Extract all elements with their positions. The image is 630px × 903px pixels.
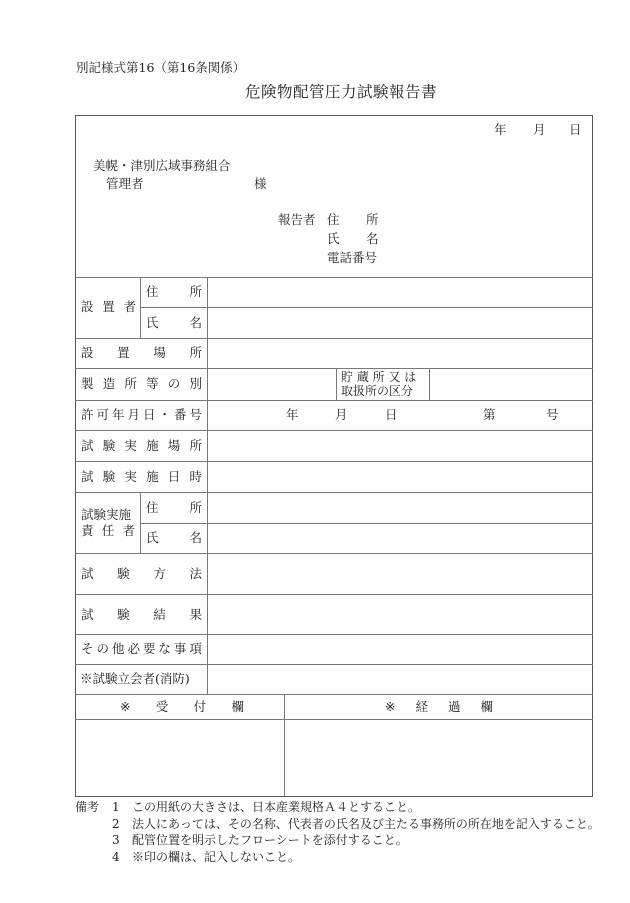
test-result-field[interactable] <box>210 596 590 632</box>
char: 所 <box>124 376 137 391</box>
divider <box>75 338 593 339</box>
notes <box>75 799 600 865</box>
char: 所 <box>189 438 202 453</box>
divider <box>75 694 593 695</box>
char: 施 <box>146 469 159 484</box>
other-matters-label <box>81 643 202 656</box>
reporter-name-b: 名 <box>366 231 379 246</box>
note-text: ※印の欄は、記入しないこと。 <box>132 849 301 864</box>
divider <box>75 277 593 278</box>
char: 験 <box>102 469 116 484</box>
supervisor-address-field[interactable] <box>210 494 590 521</box>
test-method-label <box>81 568 202 581</box>
char: 過 <box>447 699 461 714</box>
char: ・ <box>158 407 171 422</box>
divider <box>75 719 593 720</box>
divider <box>75 400 593 401</box>
char: 経 <box>415 699 428 714</box>
date-day: 日 <box>569 122 582 137</box>
page-title: 危険物配管圧力試験報告書 <box>245 83 438 101</box>
char: 項 <box>189 641 202 656</box>
char: 番 <box>173 407 187 422</box>
char: 他 <box>111 641 125 656</box>
char: 時 <box>189 469 202 484</box>
char: 住 <box>146 500 159 515</box>
install-location-label <box>81 347 202 360</box>
char: 結 <box>153 607 166 622</box>
date-year: 年 <box>494 122 507 137</box>
permit-day: 日 <box>385 407 398 422</box>
char: 欄 <box>231 699 244 714</box>
divider <box>75 492 593 493</box>
note-text: 配管位置を明示したフローシートを添付すること。 <box>132 833 408 847</box>
char: 受 <box>155 699 169 714</box>
char: 験 <box>102 438 116 453</box>
char: 置 <box>117 345 130 360</box>
char: 設 <box>81 345 94 360</box>
test-result-label <box>81 609 202 622</box>
installer-name-field[interactable] <box>210 309 590 336</box>
permit-no-suffix: 号 <box>546 407 559 422</box>
supervisor-label-1: 試験実施 <box>81 507 132 522</box>
divider <box>75 368 593 369</box>
divider <box>75 461 593 462</box>
test-location-label <box>81 440 202 453</box>
note-number: 4 <box>112 849 120 864</box>
char: ※ <box>120 699 131 714</box>
char: 置 <box>102 299 115 314</box>
char: 任 <box>101 523 115 538</box>
char: 造 <box>102 376 116 391</box>
char: の <box>96 641 109 656</box>
permit-month: 月 <box>335 407 348 422</box>
char: 場 <box>153 345 166 360</box>
char: 必 <box>127 641 140 656</box>
permit-year: 年 <box>286 407 299 422</box>
char: 果 <box>189 607 202 622</box>
char: 製 <box>81 376 94 391</box>
char: な <box>158 641 171 656</box>
char: 設 <box>81 299 94 314</box>
test-method-field[interactable] <box>210 555 590 592</box>
char: 付 <box>193 699 207 714</box>
char: 氏 <box>146 530 159 545</box>
note-item <box>75 849 600 866</box>
installer-label <box>81 301 136 314</box>
char: 所 <box>189 345 202 360</box>
note-item <box>75 799 600 816</box>
reception-field[interactable] <box>77 721 282 795</box>
progress-field[interactable] <box>287 721 590 795</box>
char: 責 <box>81 523 94 538</box>
witness-label: ※試験立会者(消防) <box>80 671 190 686</box>
char: 実 <box>124 438 137 453</box>
char: 要 <box>142 641 156 656</box>
note-text: 法人にあっては、その名称、代表者の氏名及び主たる事務所の所在地を記入すること。 <box>132 816 600 831</box>
divider <box>140 277 141 338</box>
char: 名 <box>189 530 202 545</box>
char: 所 <box>189 500 202 515</box>
char: 方 <box>153 566 166 581</box>
permit-label <box>81 409 202 422</box>
char: 可 <box>96 407 109 422</box>
other-matters-field[interactable] <box>210 636 590 662</box>
reporter-label: 報告者 <box>278 212 316 227</box>
note-item <box>75 832 600 849</box>
char: 試 <box>81 566 94 581</box>
divider <box>336 368 337 400</box>
char: 名 <box>189 315 202 330</box>
char: 実 <box>124 469 137 484</box>
divider <box>75 430 593 431</box>
note-number: 2 <box>112 816 120 831</box>
storage-class-field[interactable] <box>432 370 590 398</box>
supervisor-label-2 <box>81 525 135 538</box>
char: 日 <box>142 407 156 422</box>
char: 者 <box>122 523 135 538</box>
date-month: 月 <box>533 122 546 137</box>
divider <box>75 664 593 665</box>
divider <box>207 277 208 694</box>
char: 試 <box>81 469 94 484</box>
witness-field[interactable] <box>210 666 590 692</box>
char: ※ <box>385 699 396 714</box>
divider <box>140 492 141 553</box>
test-location-field[interactable] <box>210 432 590 459</box>
installer-address-field[interactable] <box>210 279 590 305</box>
note-number: 1 <box>112 800 120 814</box>
test-datetime-label <box>81 471 202 484</box>
char: 験 <box>117 566 130 581</box>
char: 者 <box>123 299 136 314</box>
char: 等 <box>146 376 159 391</box>
facility-type-label <box>81 378 202 391</box>
divider <box>75 594 593 595</box>
char: 別 <box>189 376 202 391</box>
note-number: 3 <box>112 833 120 847</box>
installer-name-label <box>146 317 202 330</box>
divider <box>75 634 593 635</box>
char: 日 <box>167 469 181 484</box>
supervisor-name-label <box>146 532 202 545</box>
reporter-address-a: 住 <box>327 212 340 227</box>
char: 事 <box>173 641 187 656</box>
char: 法 <box>189 566 202 581</box>
storage-class-label-1: 貯 蔵 所 又 は <box>341 370 417 384</box>
supervisor-address-label <box>146 502 202 515</box>
form-id: 別記様式第16（第16条関係） <box>76 60 246 75</box>
char: 欄 <box>480 699 493 714</box>
char: 氏 <box>146 315 159 330</box>
addressee-org: 美幌・津別広域事務組合 <box>93 158 231 173</box>
char: 月 <box>127 407 140 422</box>
char: 許 <box>81 407 94 422</box>
progress-header <box>385 701 493 714</box>
divider <box>284 694 285 797</box>
char: 験 <box>117 607 130 622</box>
char: 施 <box>146 438 159 453</box>
installer-address-label <box>146 286 202 299</box>
reporter-phone-label: 電話番号 <box>327 250 378 265</box>
test-datetime-field[interactable] <box>210 463 590 490</box>
char: 試 <box>81 607 94 622</box>
divider <box>429 368 430 400</box>
char: 号 <box>189 407 202 422</box>
install-location-field[interactable] <box>210 340 590 366</box>
char: 年 <box>111 407 125 422</box>
char: そ <box>81 641 94 656</box>
char: 所 <box>189 284 202 299</box>
honorific: 様 <box>254 176 267 191</box>
char: 場 <box>167 438 181 453</box>
addressee-role: 管理者 <box>106 176 144 191</box>
char: 住 <box>146 284 159 299</box>
storage-class-label-2: 取扱所の区分 <box>341 384 414 398</box>
reception-header <box>120 701 244 714</box>
char: 試 <box>81 438 94 453</box>
notes-label: 備考 <box>75 800 100 814</box>
permit-no-prefix: 第 <box>483 407 496 422</box>
reporter-name-a: 氏 <box>327 231 340 246</box>
note-text: この用紙の大きさは、日本産業規格Ａ４とすること。 <box>132 800 421 814</box>
supervisor-name-field[interactable] <box>210 525 590 551</box>
char: の <box>167 376 181 391</box>
note-item <box>75 816 600 833</box>
divider <box>75 553 593 554</box>
reporter-address-b: 所 <box>366 212 379 227</box>
facility-type-field[interactable] <box>210 370 334 398</box>
